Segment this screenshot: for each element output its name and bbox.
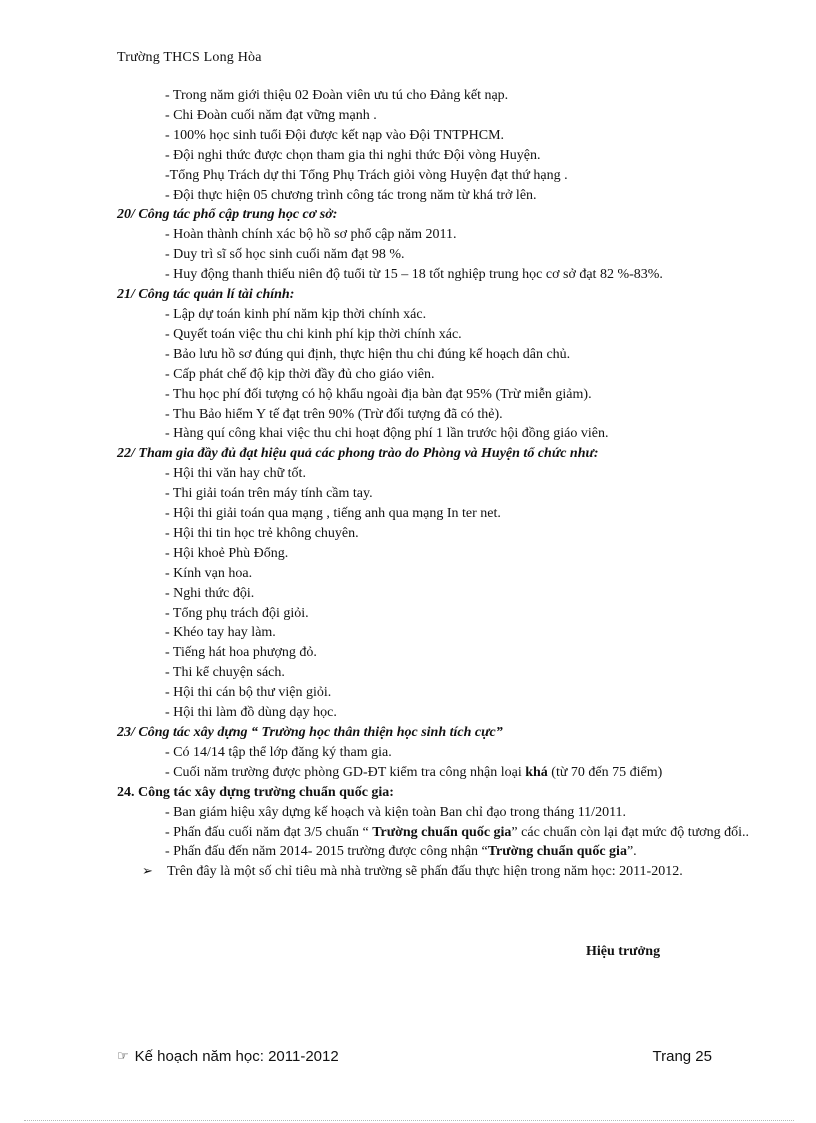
list-item: - 100% học sinh tuổi Đội được kết nạp vào Đội TNTPHCM. — [165, 127, 505, 143]
list-item: - Thi giải toán trên máy tính cầm tay. — [165, 486, 373, 502]
page-footer — [117, 1048, 712, 1065]
list-item: - Quyết toán việc thu chi kinh phí kịp thời chính xác. — [165, 326, 462, 342]
item-bold-text: khá — [525, 764, 548, 780]
page-number: Trang 25 — [652, 1048, 712, 1065]
page-bottom-rule — [24, 1120, 794, 1121]
list-item-24-2 — [117, 823, 757, 843]
item-text-before: - Cuối năm trường được phòng GD-ĐT kiểm tra công nhận loại — [165, 764, 526, 780]
list-item-kha — [117, 763, 757, 783]
pointing-hand-icon: ☞ — [117, 1049, 129, 1064]
section-heading: 21/ Công tác quản lí tài chính: — [117, 287, 295, 303]
footer-title: Kế hoạch năm học: 2011-2012 — [134, 1048, 339, 1065]
list-item: - Huy động thanh thiếu niên độ tuổi từ 15 – 18 tốt nghiệp trung học cơ sở đạt 82 %-83%. — [165, 267, 663, 283]
list-item: - Kính vạn hoa. — [165, 565, 253, 581]
list-item: - Hội thi văn hay chữ tốt. — [165, 466, 306, 482]
list-item: - Đội nghi thức được chọn tham gia thi nghi thức Đội vòng Huyện. — [165, 147, 541, 163]
list-item: - Hội thi cán bộ thư viện giỏi. — [165, 685, 332, 701]
list-item: - Cấp phát chế độ kịp thời đầy đủ cho giáo viên. — [165, 366, 435, 382]
list-item: - Tổng phụ trách đội giỏi. — [165, 605, 309, 621]
item-text-before: - Phấn đấu đến năm 2014- 2015 trường được công nhận “ — [165, 844, 488, 860]
list-item: - Chi Đoàn cuối năm đạt vững mạnh . — [165, 107, 377, 123]
list-item: - Đội thực hiện 05 chương trình công tác trong năm từ khá trở lên. — [165, 187, 537, 203]
page-header: Trường THCS Long Hòa — [117, 50, 262, 65]
item-text-after: (từ 70 đến 75 điểm) — [547, 764, 663, 780]
list-item: - Hoàn thành chính xác bộ hồ sơ phổ cập năm 2011. — [165, 227, 457, 243]
list-item: - Nghi thức đội. — [165, 585, 255, 601]
list-item: - Hội thi làm đồ dùng dạy học. — [165, 705, 337, 721]
list-item-24-1: - Ban giám hiệu xây dựng kế hoạch và kiện toàn Ban chỉ đạo trong tháng 11/2011. — [165, 804, 627, 820]
list-item: - Hội khoẻ Phù Đổng. — [165, 545, 289, 561]
item-text-before: - Phấn đấu cuối năm đạt 3/5 chuẩn “ — [165, 824, 373, 840]
section-heading: 23/ Công tác xây dựng “ Trường học thân thiện học sinh tích cực” — [117, 725, 503, 740]
list-item: - Trong năm giới thiệu 02 Đoàn viên ưu tú cho Đảng kết nạp. — [165, 88, 509, 103]
item-bold-text: Trường chuẩn quốc gia — [372, 824, 512, 840]
list-item: - Khéo tay hay làm. — [165, 625, 276, 641]
list-item: - Có 14/14 tập thể lớp đăng ký tham gia. — [165, 744, 392, 760]
list-item: - Thu Bảo hiểm Y tế đạt trên 90% (Trừ đối tượng đã có thẻ). — [165, 406, 503, 422]
section-heading: 22/ Tham gia đầy đủ đạt hiệu quả các phong trào do Phòng và Huyện tổ chức như: — [117, 446, 599, 462]
list-item: - Thu học phí đối tượng có hộ khẩu ngoài địa bàn đạt 95% (Trừ miễn giảm). — [165, 386, 592, 402]
list-item-24-3 — [117, 842, 757, 862]
line-list — [117, 86, 757, 763]
list-item: - Hàng quí công khai việc thu chi hoạt động phí 1 lần trước hội đồng giáo viên. — [165, 426, 609, 442]
signature-title: Hiệu trưởng — [586, 944, 661, 959]
closing-paragraph — [117, 862, 757, 882]
list-item: - Lập dự toán kinh phí năm kịp thời chính xác. — [165, 306, 427, 322]
list-item: -Tổng Phụ Trách dự thi Tổng Phụ Trách giỏi vòng Huyện đạt thứ hạng . — [165, 167, 568, 183]
item-bold-text: Trường chuẩn quốc gia — [487, 844, 627, 860]
document-body — [117, 86, 757, 882]
list-item: - Hội thi tin học trẻ không chuyên. — [165, 525, 359, 541]
footer-left — [117, 1048, 339, 1065]
closing-text: Trên đây là một số chỉ tiêu mà nhà trường sẽ phấn đấu thực hiện trong năm học: 2011-2012. — [167, 864, 683, 880]
list-item: - Bảo lưu hồ sơ đúng qui định, thực hiện thu chi đúng kế hoạch dân chủ. — [165, 346, 571, 362]
item-text-after: ” các chuẩn còn lại đạt mức độ tương đối.. — [511, 824, 749, 840]
section-heading: 20/ Công tác phổ cập trung học cơ sở: — [117, 207, 338, 223]
list-item: - Hội thi giải toán qua mạng , tiếng anh qua mạng In ter net. — [165, 506, 501, 522]
arrow-bullet-icon: ➢ — [142, 864, 153, 880]
item-text-after: ”. — [626, 844, 637, 860]
list-item: - Thi kể chuyện sách. — [165, 665, 285, 681]
list-item: - Duy trì sĩ số học sinh cuối năm đạt 98 %. — [165, 247, 405, 263]
section-heading-24: 24. Công tác xây dựng trường chuẩn quốc gia: — [117, 784, 394, 800]
list-item: - Tiếng hát hoa phượng đỏ. — [165, 645, 317, 661]
